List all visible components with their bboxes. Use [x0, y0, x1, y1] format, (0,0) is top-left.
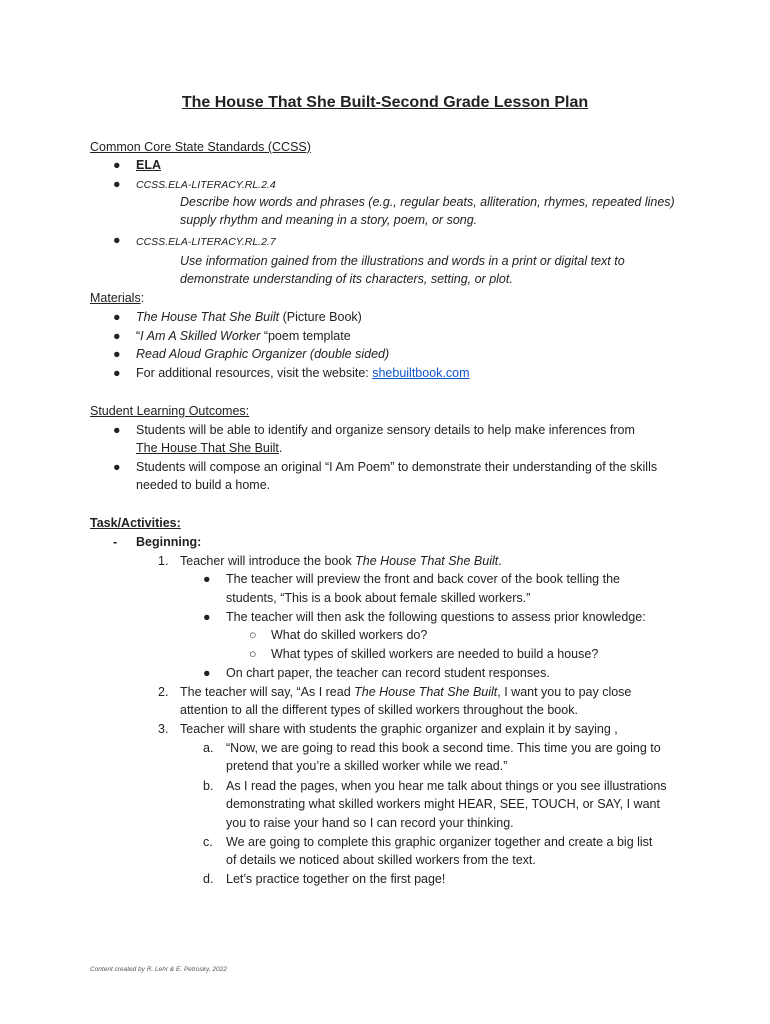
step-number: 2.: [158, 685, 169, 699]
standard-code: CCSS.ELA-LITERACY.RL.2.4: [136, 179, 276, 191]
material-item: Read Aloud Graphic Organizer (double sided): [136, 347, 390, 361]
circle-bullet: ○: [249, 628, 257, 642]
question-text: What types of skilled workers are needed to build a house?: [271, 647, 599, 661]
letter-marker: d.: [203, 872, 214, 886]
step-text: Teacher will share with students the graphic organizer and explain it by saying ,: [180, 722, 618, 736]
step-detail: Let’s practice together on the first page!: [226, 872, 446, 886]
bullet: ●: [113, 177, 121, 191]
ccss-heading: Common Core State Standards (CCSS): [90, 140, 311, 154]
outcome-text: Students will compose an original “I Am Poem” to demonstrate their understanding of the skills: [136, 460, 658, 474]
step-detail: demonstrating what skilled workers might HEAR, SEE, TOUCH, or SAY, I want: [226, 797, 660, 811]
outcome-text: needed to build a home.: [136, 478, 271, 492]
step-detail: students, “This is a book about female skilled workers.”: [226, 591, 531, 605]
bullet: ●: [113, 233, 121, 247]
step-number: 3.: [158, 722, 169, 736]
letter-marker: a.: [203, 741, 214, 755]
step-text: The teacher will say, “As I read The House That She Built, I want you to pay close: [180, 685, 632, 699]
standard-description: demonstrate understanding of its characters, setting, or plot.: [180, 272, 513, 286]
ela-label: ELA: [136, 158, 161, 172]
step-detail: you to raise your hand so I can record your thinking.: [226, 816, 514, 830]
beginning-label: Beginning:: [136, 535, 202, 549]
standard-description: supply rhythm and meaning in a story, poem, or song.: [180, 213, 478, 227]
bullet: ●: [203, 610, 211, 624]
standard-description: Use information gained from the illustrations and words in a print or digital text to: [180, 254, 625, 268]
step-number: 1.: [158, 554, 169, 568]
circle-bullet: ○: [249, 647, 257, 661]
materials-heading: Materials:: [90, 291, 145, 305]
footer-credit: Content created by R. Lehr & E. Petrosky, 2022: [90, 966, 227, 973]
step-detail: pretend that you’re a skilled worker while we read.”: [226, 759, 508, 773]
bullet: ●: [203, 666, 211, 680]
step-text: Teacher will introduce the book The House That She Built.: [180, 554, 502, 568]
website-link[interactable]: shebuiltbook.com: [372, 366, 470, 380]
step-detail: On chart paper, the teacher can record student responses.: [226, 666, 550, 680]
tasks-heading: Task/Activities:: [90, 516, 181, 530]
step-detail: The teacher will preview the front and back cover of the book telling the: [226, 572, 620, 586]
material-item: The House That She Built (Picture Book): [136, 310, 362, 324]
step-detail: We are going to complete this graphic organizer together and create a big list: [226, 835, 653, 849]
bullet: ●: [113, 366, 121, 380]
step-detail: of details we noticed about skilled workers from the text.: [226, 853, 536, 867]
step-detail: “Now, we are going to read this book a second time. This time you are going to: [226, 741, 661, 755]
standard-description: Describe how words and phrases (e.g., regular beats, alliteration, rhymes, repeated lines): [180, 195, 675, 209]
step-detail: As I read the pages, when you hear me talk about things or you see illustrations: [226, 779, 667, 793]
letter-marker: b.: [203, 779, 214, 793]
page-title: The House That She Built-Second Grade Lesson Plan: [181, 94, 589, 111]
step-text: attention to all the different types of skilled workers throughout the book.: [180, 703, 578, 717]
bullet: ●: [113, 310, 121, 324]
material-item: For additional resources, visit the website: shebuiltbook.com: [136, 366, 470, 380]
bullet: ●: [203, 572, 211, 586]
outcomes-heading: Student Learning Outcomes:: [90, 404, 250, 418]
bullet: ●: [113, 423, 121, 437]
standard-code: CCSS.ELA-LITERACY.RL.2.7: [136, 236, 276, 248]
question-text: What do skilled workers do?: [271, 628, 428, 642]
material-item: “I Am A Skilled Worker “poem template: [136, 329, 351, 343]
step-detail: The teacher will then ask the following questions to assess prior knowledge:: [226, 610, 646, 624]
bullet: ●: [113, 347, 121, 361]
dash-marker: -: [113, 535, 118, 549]
letter-marker: c.: [203, 835, 213, 849]
outcome-text: The House That She Built.: [136, 441, 283, 455]
bullet: ●: [113, 329, 121, 343]
bullet: ●: [113, 158, 121, 172]
outcome-text: Students will be able to identify and organize sensory details to help make inferences from: [136, 423, 635, 437]
bullet: ●: [113, 460, 121, 474]
